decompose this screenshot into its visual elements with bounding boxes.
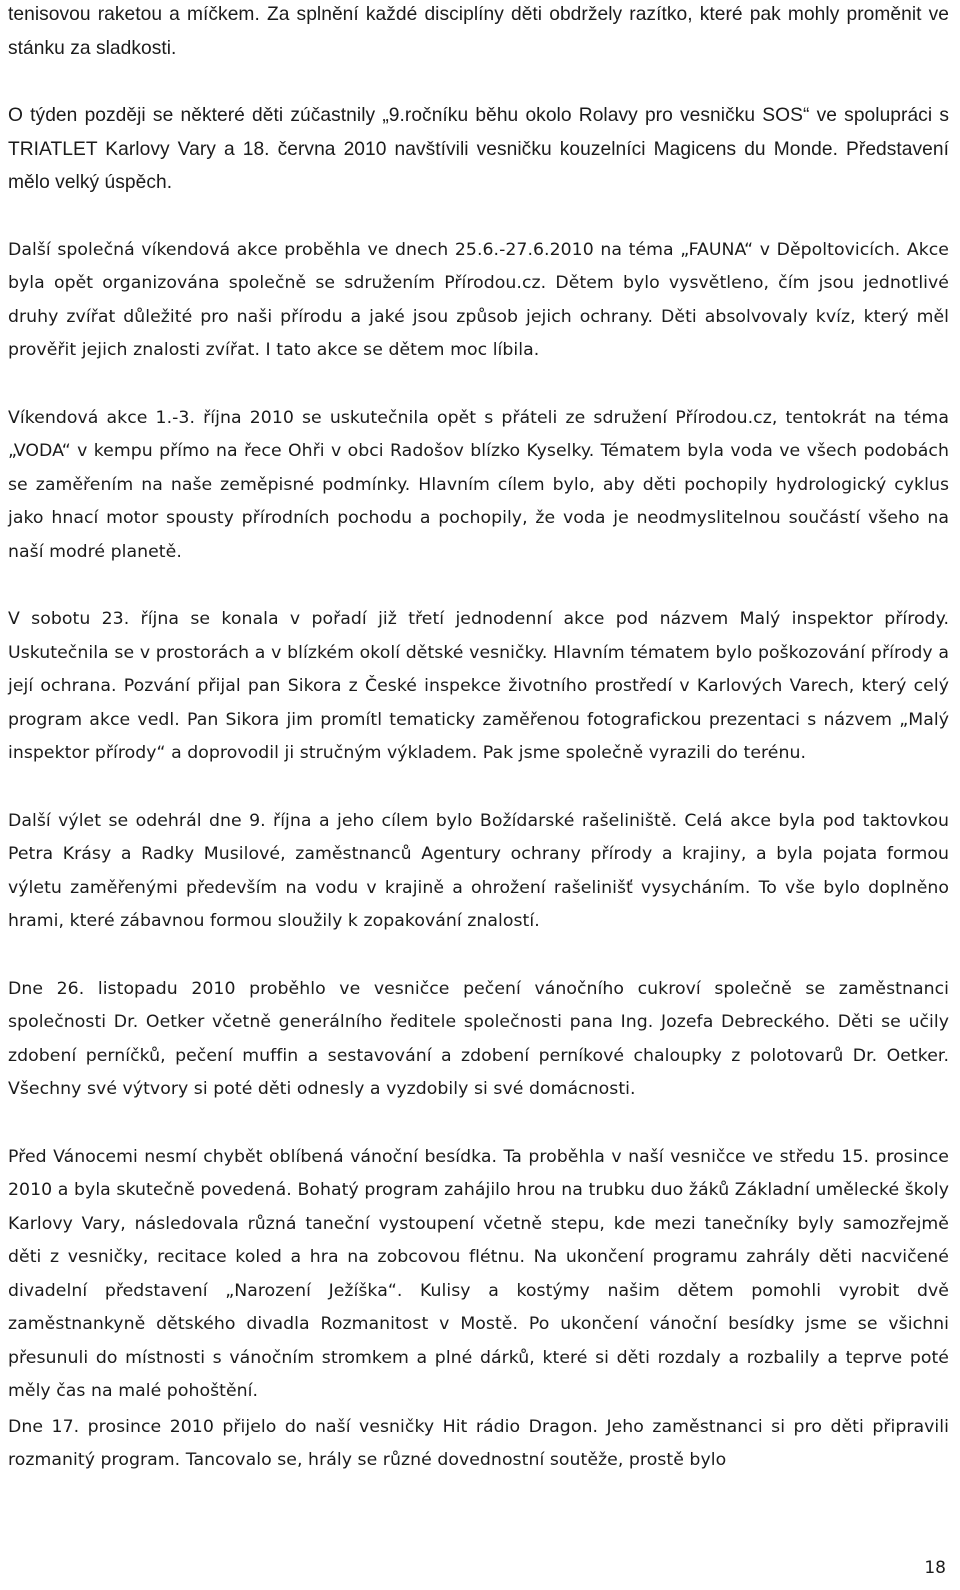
- page-number: 18: [924, 1558, 946, 1578]
- paragraph-fauna: Další společná víkendová akce proběhla ve dnech 25.6.-27.6.2010 na téma „FAUNA“ v Děpoltovicích. Akce byla opět organizována společně se sdružením Přírodou.cz. Dětem bylo vysvětleno, čím jsou jednotlivé druhy zvířat důležité pro naši přírodu a jaké jsou způsob jejich ochrany. Děti absolvovaly kvíz, který měl prověřit jejich znalosti zvířat. I tato akce se dětem moc líbila.: [8, 239, 949, 360]
- text-column: [8, 0, 949, 1512]
- paragraph-voda: Víkendová akce 1.-3. října 2010 se uskutečnila opět s přáteli ze sdružení Přírodou.cz, tentokrát na téma „VODA“ v kempu přímo na řece Ohři v obci Radošov blízko Kyselky. Tématem byla voda ve všech podobách se zaměřením na naše zeměpisné podmínky. Hlavním cílem bylo, aby děti pochopily hydrologický cyklus jako hnací motor spousty přírodních pochodu a pochopily, že voda je neodmyslitelnou součástí všeho na naší modré planetě.: [8, 407, 949, 562]
- paragraph-hit-radio: Dne 17. prosince 2010 přijelo do naší vesničky Hit rádio Dragon. Jeho zaměstnanci si pro děti připravili rozmanitý program. Tancovalo se, hrály se různé dovednostní soutěže, prostě bylo: [8, 1416, 949, 1470]
- paragraph-oetker: Dne 26. listopadu 2010 proběhlo ve vesničce pečení vánočního cukroví společně se zaměstnanci společnosti Dr. Oetker včetně generálního ředitele společnosti pana Ing. Jozefa Debreckého. Děti se učily zdobení perníčků, pečení muffin a sestavování a zdobení perníkové chaloupky z polotovarů Dr. Oetker. Všechny své výtvory si poté děti odnesly a vyzdobily si své domácnosti.: [8, 978, 949, 1099]
- paragraph-sos-run: O týden později se některé děti zúčastnily „9.ročníku běhu okolo Rolavy pro vesničku SOS“ ve spolupráci s TRIATLET Karlovy Vary a 18. června 2010 navštívili vesničku kouzelníci Magicens du Monde. Představení mělo velký úspěch.: [8, 105, 949, 193]
- paragraph-intro-continuation: tenisovou raketou a míčkem. Za splnění každé disciplíny děti obdržely razítko, které pak mohly proměnit ve stánku za sladkosti.: [8, 4, 949, 59]
- paragraph-bozidar: Další výlet se odehrál dne 9. října a jeho cílem bylo Božídarské rašeliniště. Celá akce byla pod taktovkou Petra Krásy a Radky Musilové, zaměstnanců Agentury ochrany přírody a krajiny, a byla pojata formou výletu zaměřenými především na vodu v krajině a ohrožení rašelinišť vysycháním. To vše bylo doplněno hrami, které zábavnou formou sloužily k zopakování znalostí.: [8, 810, 949, 931]
- paragraph-maly-inspektor: V sobotu 23. října se konala v pořadí již třetí jednodenní akce pod názvem Malý inspektor přírody. Uskutečnila se v prostorách a v blízkém okolí dětské vesničky. Hlavním tématem bylo poškozování přírody a její ochrana. Pozvání přijal pan Sikora z České inspekce životního prostředí v Karlových Varech, který celý program akce vedl. Pan Sikora jim promítl tematicky zaměřenou fotografickou prezentaci s názvem „Malý inspektor přírody“ a doprovodil ji stručným výkladem. Pak jsme společně vyrazili do terénu.: [8, 609, 949, 763]
- paragraph-besidka: Před Vánocemi nesmí chybět oblíbená vánoční besídka. Ta proběhla v naší vesničce ve středu 15. prosince 2010 a byla skutečně povedená. Bohatý program zahájilo hrou na trubku duo žáků Základní umělecké školy Karlovy Vary, následovala různá taneční vystoupení včetně stepu, kde mezi tanečníky byly samozřejmě děti z vesničky, recitace koled a hra na zobcovou flétnu. Na ukončení programu zahrály děti nacvičené divadelní představení „Narození Ježíška“. Kulisy a kostýmy našim dětem pomohli vyrobit dvě zaměstnankyně dětského divadla Rozmanitost v Mostě. Po ukončení vánoční besídky jsme se všichni přesunuli do místnosti s vánočním stromkem a plné dárků, které si děti rozdaly a rozbalily a teprve poté měly čas na malé pohoštění.: [8, 1146, 949, 1401]
